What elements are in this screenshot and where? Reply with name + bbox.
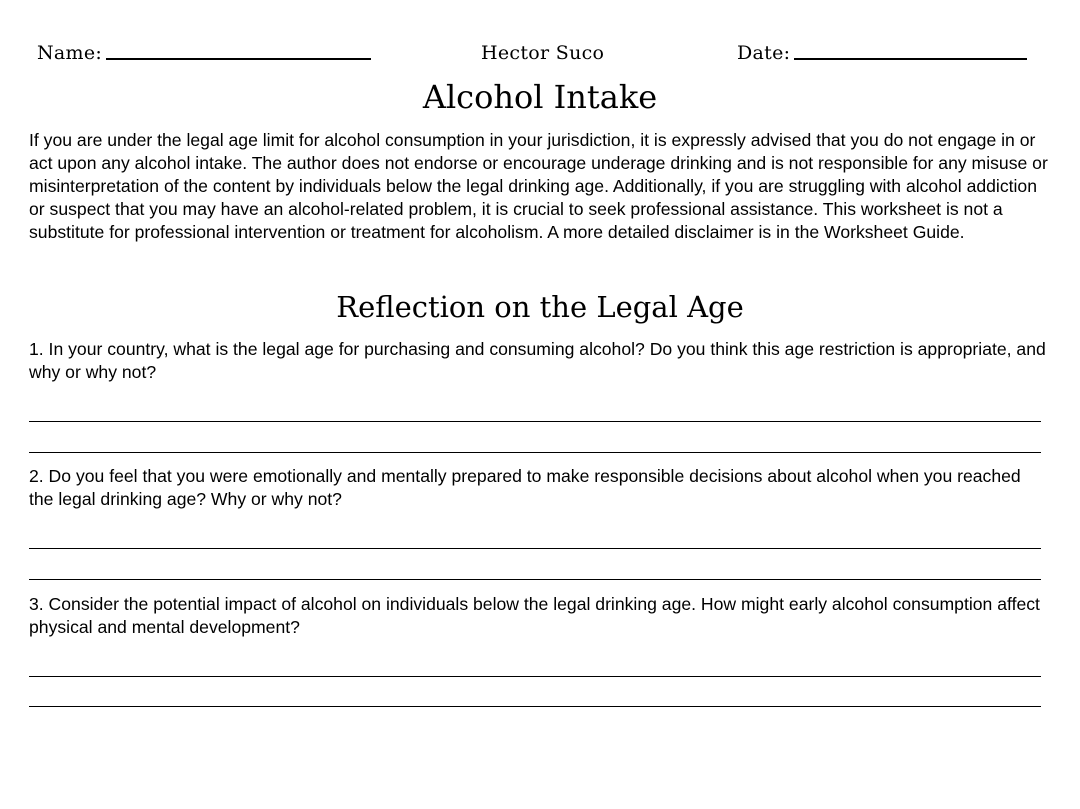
answer-line[interactable] (29, 548, 1041, 549)
worksheet-header (0, 42, 1080, 72)
question-3: 3. Consider the potential impact of alcohol on individuals below the legal drinking age. How might early alcohol consumption affect physical and mental development? (29, 594, 1040, 637)
answer-line[interactable] (29, 676, 1041, 677)
worksheet-title: Alcohol Intake (422, 78, 658, 116)
question-1: 1. In your country, what is the legal age for purchasing and consuming alcohol? Do you think this age restriction is appropriate, and why or why not? (29, 339, 1046, 382)
date-blank-line[interactable] (794, 58, 1027, 60)
answer-line[interactable] (29, 706, 1041, 707)
date-label: Date: (737, 42, 791, 64)
name-label: Name: (37, 42, 103, 64)
answer-line[interactable] (29, 452, 1041, 453)
date-field[interactable] (737, 42, 1027, 64)
author-name (481, 42, 604, 64)
answer-line[interactable] (29, 421, 1041, 422)
author-label: Hector Suco (481, 42, 605, 64)
disclaimer-text: If you are under the legal age limit for alcohol consumption in your jurisdiction, it is expressly advised that you do not engage in or act upon any alcohol intake. The author does not endorse or encourage underage drinking and is not responsible for any misuse or misinterpretation of the content by individuals below the legal drinking age. Additionally, if you are struggling with alcohol addiction or suspect that you may have an alcohol-related problem, it is crucial to seek professional assistance. This worksheet is not a substitute for professional intervention or treatment for alcoholism. A more detailed disclaimer is in the Worksheet Guide. (29, 130, 1048, 242)
name-field[interactable] (37, 42, 371, 64)
name-blank-line[interactable] (106, 58, 371, 60)
question-2: 2. Do you feel that you were emotionally and mentally prepared to make responsible decisions about alcohol when you reached the legal drinking age? Why or why not? (29, 466, 1021, 509)
section-title: Reflection on the Legal Age (336, 290, 744, 324)
answer-line[interactable] (29, 579, 1041, 580)
